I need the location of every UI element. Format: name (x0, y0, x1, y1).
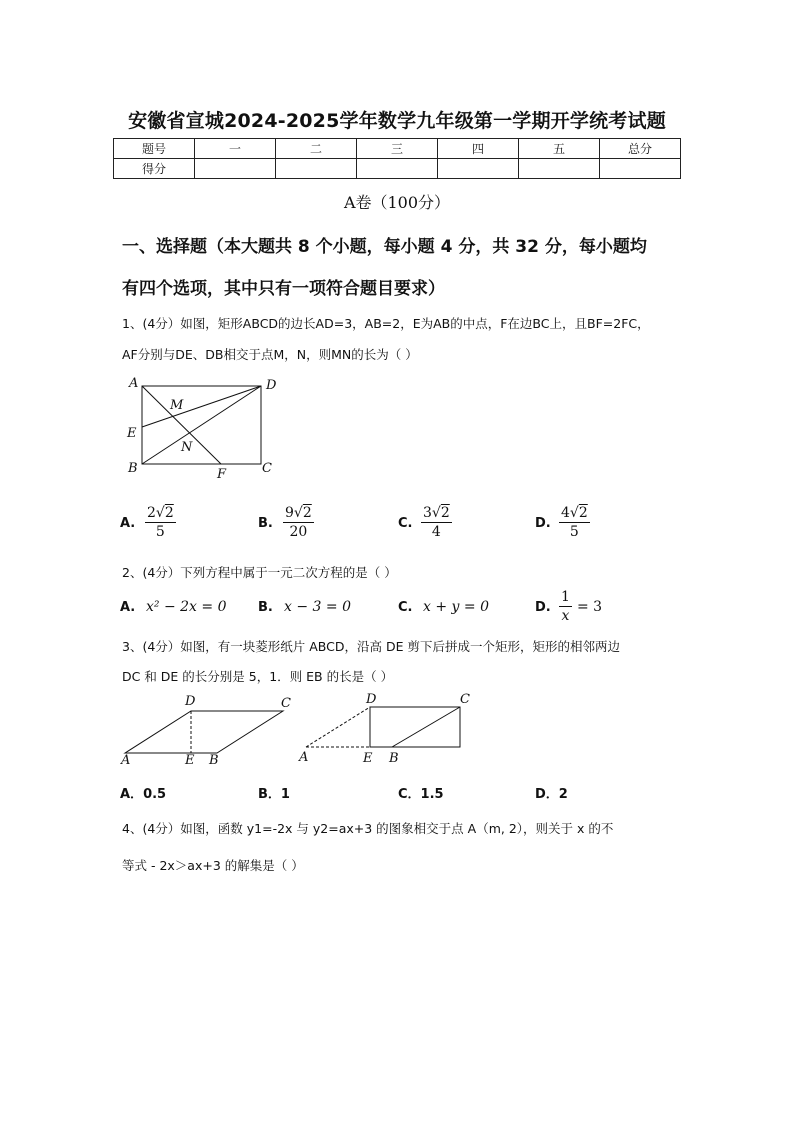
score-table-header-row (114, 139, 681, 159)
q1-option-b-fraction: 9√2 20 (285, 505, 312, 540)
q1-option-c-fraction: 3√2 4 (423, 505, 450, 540)
fig1-label-d: D (266, 378, 277, 393)
fig3a-label-e: E (185, 753, 195, 768)
q3-text-line2: DC 和 DE 的长分别是 5，1．则 EB 的长是（ ） (122, 669, 394, 684)
rect-dcbe (370, 707, 460, 747)
section-heading-line1: 一、选择题（本大题共 8 个小题，每小题 4 分，共 32 分，每小题均 (122, 237, 647, 257)
score-cell[interactable] (357, 159, 438, 179)
fig1-label-f: F (217, 467, 227, 482)
fig1-label-m: M (170, 398, 184, 413)
q1-option-d-letter[interactable]: D. (535, 516, 551, 531)
fig1-label-n: N (181, 440, 193, 455)
q1-text-line2: AF分别与DE、DB相交于点M，N，则MN的长为（ ） (122, 347, 418, 362)
score-header-cell: 四 (438, 139, 519, 159)
score-row-label: 得分 (114, 159, 195, 179)
score-header-cell: 二 (276, 139, 357, 159)
fig3b-label-d: D (366, 692, 377, 707)
q2-option-d-tail: = 3 (577, 599, 603, 615)
score-header-cell: 三 (357, 139, 438, 159)
score-table-score-row (114, 159, 681, 179)
q2-option-c-letter[interactable]: C. (398, 600, 413, 615)
q3-rectangle-figure (296, 695, 471, 755)
q2-option-a-equation: x² − 2x = 0 (146, 599, 227, 615)
q2-option-b-equation: x − 3 = 0 (284, 599, 351, 615)
q2-option-d-letter[interactable]: D. (535, 600, 551, 615)
fig3a-label-c: C (281, 696, 291, 711)
dashed-ad (306, 707, 370, 747)
page-title: 安徽省宣城2024-2025学年数学九年级第一学期开学统考试题 (128, 110, 666, 132)
score-header-cell: 题号 (114, 139, 195, 159)
fig1-label-b: B (128, 461, 138, 476)
q2-option-c-equation: x + y = 0 (423, 599, 489, 615)
cut-line (392, 707, 460, 747)
fig3b-label-e: E (363, 751, 373, 766)
score-cell[interactable] (438, 159, 519, 179)
fig3a-label-d: D (185, 694, 196, 709)
score-cell[interactable] (519, 159, 600, 179)
q1-option-a-letter[interactable]: A. (120, 516, 136, 531)
score-cell[interactable] (195, 159, 276, 179)
score-header-cell: 五 (519, 139, 600, 159)
q3-option-d[interactable]: D．2 (535, 787, 568, 802)
score-header-cell: 总分 (600, 139, 681, 159)
segment-de (142, 386, 261, 427)
fig1-label-a: A (129, 376, 139, 391)
q4-text-line1: 4、(4分）如图，函数 y1=-2x 与 y2=ax+3 的图象相交于点 A（m, 2），则关于 x 的不 (122, 821, 614, 836)
fig1-label-e: E (127, 426, 137, 441)
q1-text-line1: 1、(4分）如图，矩形ABCD的边长AD=3，AB=2，E为AB的中点，F在边BC上，且BF=2FC， (122, 316, 650, 331)
q1-option-c-letter[interactable]: C. (398, 516, 413, 531)
score-cell[interactable] (276, 159, 357, 179)
fig3b-label-b: B (389, 751, 399, 766)
q2-text-line1: 2、(4分）下列方程中属于一元二次方程的是（ ） (122, 565, 397, 580)
paper-label: A卷（100分） (343, 193, 451, 212)
q2-option-a-letter[interactable]: A. (120, 600, 136, 615)
score-cell[interactable] (600, 159, 681, 179)
q1-option-d-fraction: 4√2 5 (561, 505, 588, 540)
rhombus-abcd (125, 711, 283, 753)
score-header-cell: 一 (195, 139, 276, 159)
q2-option-d-fraction: 1 x (561, 589, 570, 624)
fig3b-label-a: A (299, 750, 309, 765)
q3-option-c[interactable]: C．1.5 (398, 787, 444, 802)
q3-option-a[interactable]: A．0.5 (120, 787, 167, 802)
score-table (113, 138, 681, 179)
q2-option-b-letter[interactable]: B. (258, 600, 273, 615)
q3-text-line1: 3、(4分）如图，有一块菱形纸片 ABCD，沿高 DE 剪下后拼成一个矩形，矩形的相邻两边 (122, 639, 620, 654)
section-heading-line2: 有四个选项，其中只有一项符合题目要求） (122, 279, 445, 299)
q1-option-a-fraction: 2√2 5 (147, 505, 174, 540)
q3-option-b[interactable]: B．1 (258, 787, 290, 802)
fig3a-label-a: A (121, 753, 131, 768)
fig1-label-c: C (262, 461, 272, 476)
fig3b-label-c: C (460, 692, 470, 707)
q1-option-b-letter[interactable]: B. (258, 516, 273, 531)
segment-bd (142, 386, 261, 464)
fig3a-label-b: B (209, 753, 219, 768)
q4-text-line2: 等式 - 2x＞ax+3 的解集是（ ） (122, 858, 304, 873)
